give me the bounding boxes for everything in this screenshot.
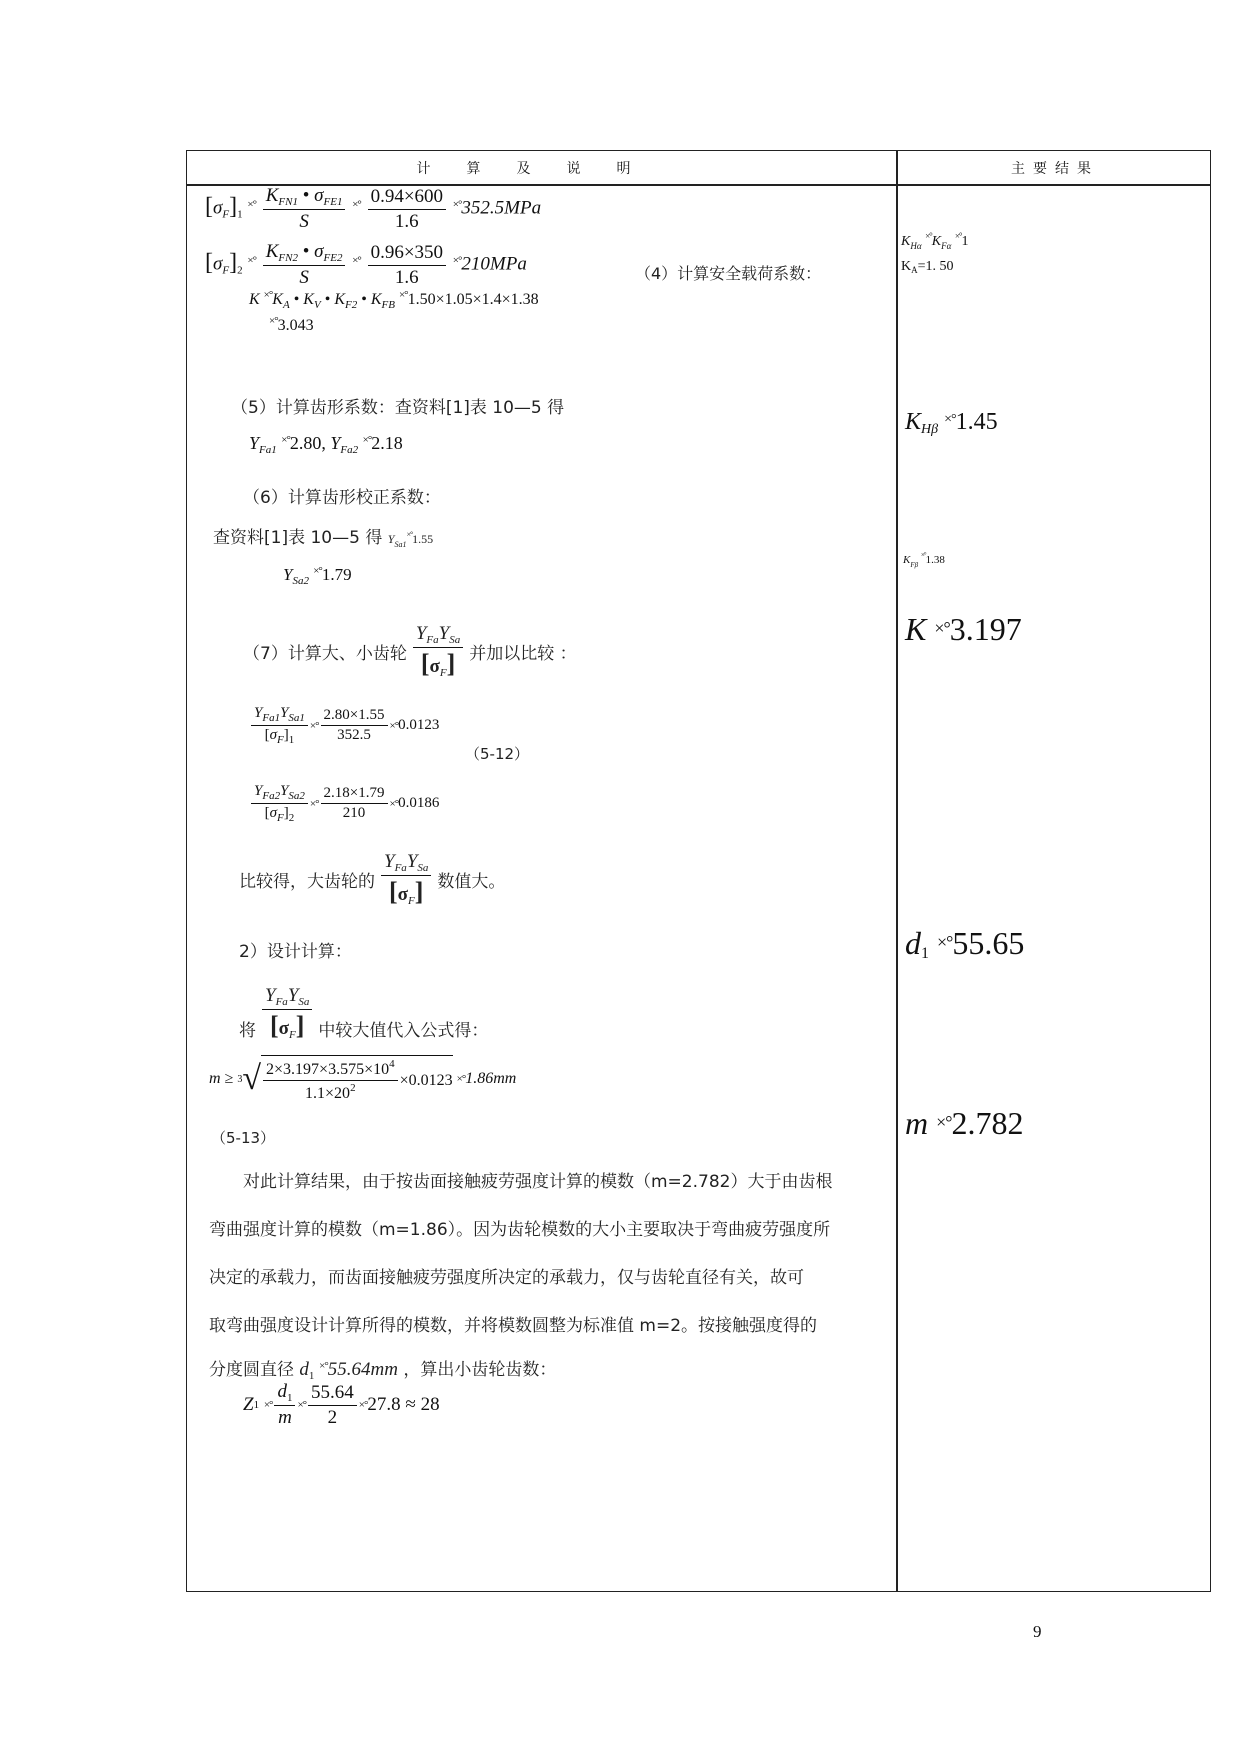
Z1-denominator: 2 [327, 1406, 338, 1428]
YSa2-value: 1.79 [321, 565, 352, 584]
step6-lookup: 查资料[1]表 10—5 得 $Y_{Sa1}^{\times^\circ}1.55$ [213, 528, 434, 549]
m-value: 2.782 [951, 1105, 1024, 1141]
K-result: 3.043 [277, 317, 314, 334]
step7-suffix: 并加以比较 ： [469, 643, 577, 664]
step6-label: （6）计算齿形校正系数： [243, 488, 441, 508]
result-KFb: $K_{F\beta}$ ×°1.38 [903, 551, 945, 569]
paragraph-5-suffix: ，算出小齿轮齿数： [403, 1360, 557, 1380]
YFa2-value: 2.18 [371, 433, 403, 453]
ratio1-numerator: 2.80×1.55 [321, 707, 388, 726]
result-d1: $d_1 \times^\circ 55.65$ [905, 925, 1025, 962]
formula-YSa2: $Y_{Sa2}$ ×°1.79 [283, 565, 352, 587]
ratio2-numerator: 2.18×1.79 [321, 785, 388, 804]
d1-inline: 55.64mm [327, 1359, 398, 1380]
formula-m: m ≥ 3 √ $\frac{2\times 3.197\times 3.575\times 10^4}{1.1\times 20^2}$ ×0.0123 ×° 1.86mm [209, 1055, 516, 1103]
Z1-result: 27.8 ≈ 28 [367, 1394, 440, 1415]
KFb-value: 1.38 [925, 554, 945, 566]
result-KHb: $K_{H\beta}$ ×°1.45 [905, 409, 998, 437]
step4-label: （4）计算安全载荷系数： [635, 264, 822, 283]
step7-line: （7）计算大、小齿轮 $\frac{Y_{Fa}Y_{Sa}}{[\sigma_F]}$ 并加以比较 ： [243, 623, 577, 679]
sigmaF2-denominator: 1.6 [394, 266, 419, 288]
formula-K: K $^{\times^\circ}K_A$ • $K_V$ • $K_{F2}$ • $K_{FB}$ ×°1.50×1.05×1.4×1.38 [249, 289, 539, 311]
eq-ref-5-12: （5-12） [465, 745, 530, 763]
table-frame [186, 150, 1211, 1592]
ratio2-result: 0.0186 [398, 795, 440, 811]
paragraph-line-2: 弯曲强度计算的模数（m=1.86）。因为齿轮模数的大小主要取决于弯曲疲劳强度所 [209, 1220, 831, 1240]
KA-value: =1. 50 [917, 259, 954, 274]
formula-ratio1: $\frac{Y_{Fa1}Y_{Sa1}}{[\sigma_F]_1}$ ×° $\frac{2.80\times 1.55}{352.5}$ ×° 0.0123 [249, 705, 439, 746]
sigmaF1-result: 352.5MPa [461, 197, 542, 219]
compare-line: 比较得，大齿轮的 $\frac{Y_{Fa}Y_{Sa}}{[\sigma_F]}$ 数值大。 [239, 851, 506, 907]
Z1-numerator: 55.64 [308, 1382, 357, 1406]
K-product: 1.50×1.05×1.4×1.38 [407, 291, 539, 308]
m-inner-numerator: 2×3.197×3.575×10 [266, 1061, 390, 1078]
design-label: 2）设计计算： [239, 942, 352, 962]
paragraph-5-prefix: 分度圆直径 [209, 1360, 294, 1380]
compare-prefix: 比较得，大齿轮的 [239, 871, 375, 892]
step5-label: （5）计算齿形系数：查资料[1]表 10—5 得 [231, 398, 565, 418]
m-factor: ×0.0123 [399, 1071, 453, 1089]
header-main-results: 主要结果 [1011, 161, 1099, 177]
paragraph-line-3: 决定的承载力，而齿面接触疲劳强度所决定的承载力，仅与齿轮直径有关，故可 [209, 1268, 804, 1288]
formula-ratio2: $\frac{Y_{Fa2}Y_{Sa2}}{[\sigma_F]_2}$ ×° $\frac{2.18\times 1.79}{210}$ ×° 0.0186 [249, 783, 439, 824]
sigmaF1-denominator: 1.6 [394, 210, 419, 232]
d1-value: 55.65 [952, 925, 1025, 961]
formula-Z1: Z 1 ×° $\frac{d_1}{m}$ ×° $\frac{55.64}{2}$ ×° 27.8 ≈ 28 [243, 1381, 440, 1428]
step7-label: （7）计算大、小齿轮 [243, 643, 407, 664]
m-result: 1.86mm [465, 1070, 517, 1087]
formula-sigmaF1: $[\sigma_F]_1$ ×° $\frac{K_{FN1} • \sigma_{FE1}}{S}$ ×° $\frac{0.94\times 600}{1.6}$ ×°352.5MPa [205, 185, 542, 232]
header-calc-explain: 计算及说明 [416, 161, 667, 177]
substitute-line: 将 $\frac{Y_{Fa}Y_{Sa}}{[\sigma_F]}$ 中较大值代入公式得： [239, 985, 489, 1041]
ratio1-result: 0.0123 [398, 717, 440, 733]
KA-symbol: K [901, 259, 912, 274]
result-KHa-KFa: $K_{H\alpha}$ $^{\times^\circ}K_{F\alpha}$ ×°1 [901, 231, 969, 251]
paragraph-line-5: 分度圆直径 $d_1$ ×°55.64mm ，算出小齿轮齿数： [209, 1359, 557, 1382]
formula-sigmaF2: $[\sigma_F]_2$ ×° $\frac{K_{FN2} • \sigma_{FE2}}{S}$ ×° $\frac{0.96\times 350}{1.6}$ ×°210MPa [205, 241, 527, 288]
result-K: K ×°3.197 [905, 611, 1022, 647]
result-KA: $K_A=1$. 50 [901, 259, 954, 275]
column-divider [896, 151, 898, 1591]
paragraph-line-1: 对此计算结果，由于按齿面接触疲劳强度计算的模数（m=2.782）大于由齿根 [243, 1172, 833, 1192]
KHb-value: 1.45 [955, 409, 998, 435]
YFa1-value: 2.80, [289, 433, 331, 453]
K-value: 3.197 [949, 611, 1022, 647]
paragraph-line-4: 取弯曲强度设计计算所得的模数，并将模数圆整为标准值 m=2。按接触强度得的 [209, 1316, 818, 1336]
page-number: 9 [1033, 1622, 1042, 1641]
m-inner-denominator: 1.1×20 [305, 1085, 351, 1102]
result-m: m ×°2.782 [905, 1105, 1024, 1141]
ratio1-denominator: 352.5 [337, 727, 371, 743]
ratio2-denominator: 210 [342, 805, 366, 821]
formula-YFa: $Y_{Fa1}$ ×°2.80, $Y_{Fa2}$ ×°2.18 [249, 433, 403, 456]
substitute-prefix: 将 [239, 1020, 256, 1041]
substitute-suffix: 中较大值代入公式得： [318, 1020, 489, 1041]
sigmaF2-numerator: 0.96×350 [368, 242, 446, 266]
eq-ref-5-13: （5-13） [211, 1129, 276, 1147]
step6-lookup-text: 查资料[1]表 10—5 得 [213, 528, 383, 548]
sigmaF1-numerator: 0.94×600 [368, 186, 446, 210]
YSa1-value: 1.55 [412, 532, 434, 546]
KHa-KFa-value: 1 [961, 234, 969, 249]
compare-suffix: 数值大。 [437, 871, 506, 892]
formula-K-result: ×°3.043 [269, 315, 314, 334]
sigmaF2-result: 210MPa [461, 253, 527, 275]
